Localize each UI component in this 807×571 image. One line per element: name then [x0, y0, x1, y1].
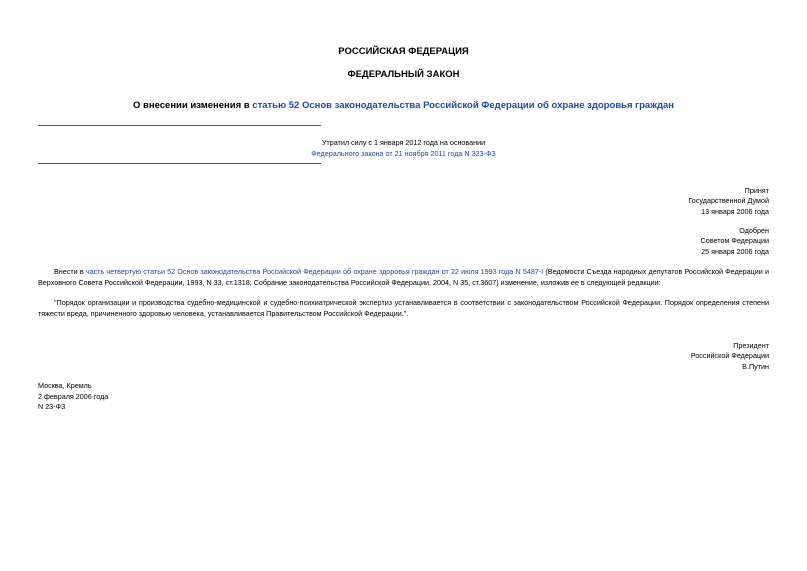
- law-title-link[interactable]: статью 52 Основ законодательства Российской Федерации об охране здоровья граждан: [252, 100, 675, 111]
- page-content: [38, 0, 769, 571]
- status-note-line1: Утратил силу с 1 января 2012 года на основании: [321, 138, 486, 147]
- country-heading: РОССИЙСКАЯ ФЕДЕРАЦИЯ: [338, 46, 469, 57]
- signature-block: [38, 341, 769, 372]
- approved-block: [38, 226, 769, 257]
- body-p1-prefix: Внести в: [54, 267, 86, 276]
- doc-type-heading: ФЕДЕРАЛЬНЫЙ ЗАКОН: [347, 69, 460, 80]
- place-line1: Москва, Кремль: [38, 381, 92, 390]
- approved-line3: 25 января 2006 года: [701, 246, 769, 256]
- adopted-line2: Государственной Думой: [688, 196, 769, 206]
- adopted-line3: 13 января 2006 года: [701, 206, 769, 216]
- place-line2: 2 февраля 2006 года: [38, 391, 109, 401]
- signature-line2: Российской Федерации: [690, 351, 769, 361]
- adopted-block: [38, 186, 769, 217]
- body-paragraph-1: [38, 267, 769, 288]
- approved-line2: Советом Федерации: [700, 236, 769, 246]
- place-block: [38, 381, 108, 413]
- law-title: [38, 100, 769, 111]
- signature-line3: В.Путин: [742, 361, 769, 371]
- bottom-divider: [38, 163, 321, 164]
- place-line3: N 23-ФЗ: [38, 402, 66, 411]
- adopted-line1: Принят: [744, 186, 769, 195]
- body-p1-suffix: (Ведомости Съезда народных депутатов Российской Федерации и Верховного Совета Российской Федерации, 1993, N 33, ст.1318; Собрание законодательства Российской Федерации, 2004, N 35, ст.3607) изменение, изложив ее в следующей редакции:: [38, 267, 769, 287]
- approved-line1: Одобрен: [739, 226, 769, 235]
- body-paragraph-2: "Порядок организации и производства судебно-медицинской и судебно-психиатрической экспертиз устанавливается в соответствии с законодательством Российской Федерации. Порядок определения степени тяжести вреда, причиненного здоровью человека, устанавливается Правительством Российской Федерации.".: [38, 298, 769, 318]
- signature-line1: Президент: [733, 341, 769, 350]
- body-p1-link[interactable]: часть четвертую статьи 52 Основ законодательства Российской Федерации об охране здоровья граждан от 22 июля 1993 года N 5487-I: [85, 267, 544, 276]
- law-title-prefix: О внесении изменения в: [132, 100, 253, 111]
- status-note-link[interactable]: Федерального закона от 21 ноября 2011 года N 323-ФЗ: [311, 149, 496, 158]
- top-divider: [38, 125, 321, 126]
